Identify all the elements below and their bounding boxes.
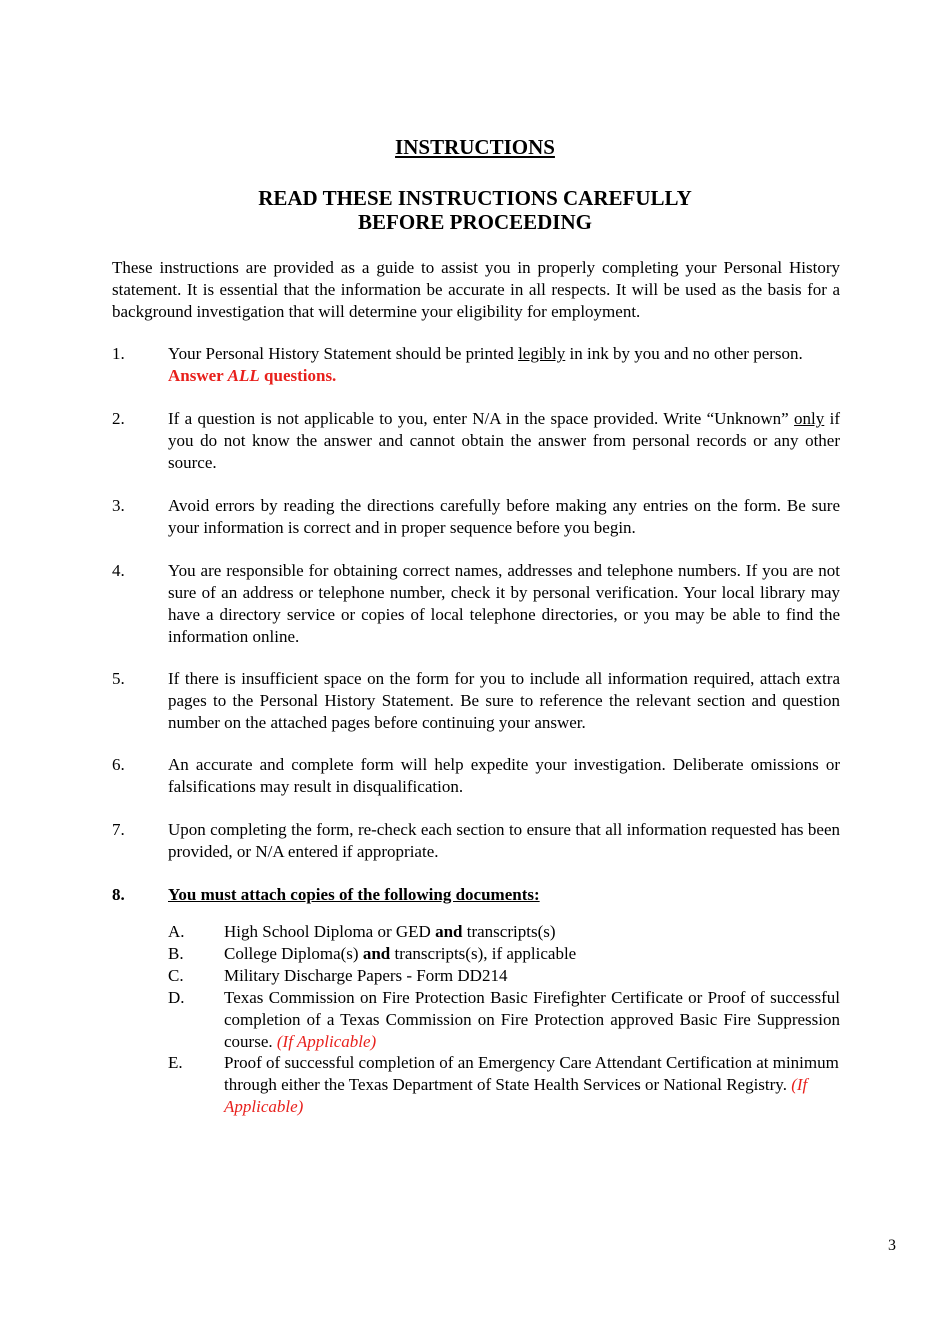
instruction-item-6 <box>112 754 840 798</box>
document-letter: D. <box>168 988 185 1007</box>
document-item-a <box>168 921 840 943</box>
item-number: 6. <box>112 755 125 774</box>
document-item-e <box>168 1052 840 1118</box>
page-title: INSTRUCTIONS <box>395 135 555 159</box>
item-text: You must attach copies of the following documents: <box>168 885 540 904</box>
instruction-item-5 <box>112 668 840 734</box>
document-letter: A. <box>168 922 185 941</box>
item-text: Upon completing the form, re-check each section to ensure that all information requested has been provided, or N/A entered if appropriate. <box>168 820 840 861</box>
item-text: If there is insufficient space on the form for you to include all information required, attach extra pages to the Personal History Statement. Be sure to reference the relevant section and question number on the attached pages before continuing your answer. <box>168 669 840 732</box>
document-text: Proof of successful completion of an Emergency Care Attendant Certification at minimum through either the Texas Department of State Health Services or National Registry. (If Applicable) <box>224 1053 839 1116</box>
page-subtitle <box>0 186 950 234</box>
intro-paragraph: These instructions are provided as a guide to assist you in properly completing your Personal History statement. It is essential that the information be accurate in all respects. It will be used as the basis for a background investigation that will determine your eligibility for employment. <box>112 258 840 321</box>
instruction-item-1 <box>112 343 840 387</box>
subtitle-line-2: BEFORE PROCEEDING <box>358 210 592 234</box>
instruction-item-3 <box>112 495 840 539</box>
item-text: Your Personal History Statement should be printed legibly in ink by you and no other person. Answer ALL questions. <box>168 344 803 385</box>
instruction-item-8 <box>112 884 840 906</box>
item-number: 4. <box>112 561 125 580</box>
item-text: An accurate and complete form will help expedite your investigation. Deliberate omissions or falsifications may result in disqualification. <box>168 755 840 796</box>
document-text: College Diploma(s) and transcripts(s), if applicable <box>224 944 577 963</box>
item-number: 1. <box>112 344 125 363</box>
document-letter: B. <box>168 944 184 963</box>
item-number: 3. <box>112 496 125 515</box>
document-letter: E. <box>168 1053 183 1072</box>
if-applicable-note: (If Applicable) <box>276 1032 377 1051</box>
item-number: 7. <box>112 820 125 839</box>
item-number: 2. <box>112 409 125 428</box>
instruction-item-4 <box>112 560 840 648</box>
document-item-d <box>168 987 840 1053</box>
document-text: Texas Commission on Fire Protection Basic Firefighter Certificate or Proof of successful completion of a Texas Commission on Fire Protection approved Basic Fire Suppression course. (If Applicable) <box>224 988 840 1051</box>
item-number: 5. <box>112 669 125 688</box>
document-letter: C. <box>168 966 184 985</box>
item-text: If a question is not applicable to you, enter N/A in the space provided. Write “Unknown” only if you do not know the answer and cannot obtain the answer from personal records or any other source. <box>168 409 840 472</box>
document-text: High School Diploma or GED and transcripts(s) <box>224 922 556 941</box>
answer-all-notice: Answer ALL questions. <box>168 366 337 385</box>
document-text: Military Discharge Papers - Form DD214 <box>224 966 508 985</box>
if-applicable-note: (If Applicable) <box>224 1075 808 1116</box>
page-number: 3 <box>888 1237 896 1254</box>
document-item-b <box>168 943 840 965</box>
item-text: You are responsible for obtaining correct names, addresses and telephone numbers. If you are not sure of an address or telephone number, check it by personal verification. Your local library may have a directory service or copies of local telephone directories, or you may be able to find the information online. <box>168 561 840 646</box>
item-number: 8. <box>112 885 125 904</box>
item-text: Avoid errors by reading the directions carefully before making any entries on the form. Be sure your information is correct and in proper sequence before you begin. <box>168 496 840 537</box>
instruction-item-7 <box>112 819 840 863</box>
document-item-c <box>168 965 840 987</box>
instruction-item-2 <box>112 408 840 474</box>
subtitle-line-1: READ THESE INSTRUCTIONS CAREFULLY <box>258 186 692 210</box>
